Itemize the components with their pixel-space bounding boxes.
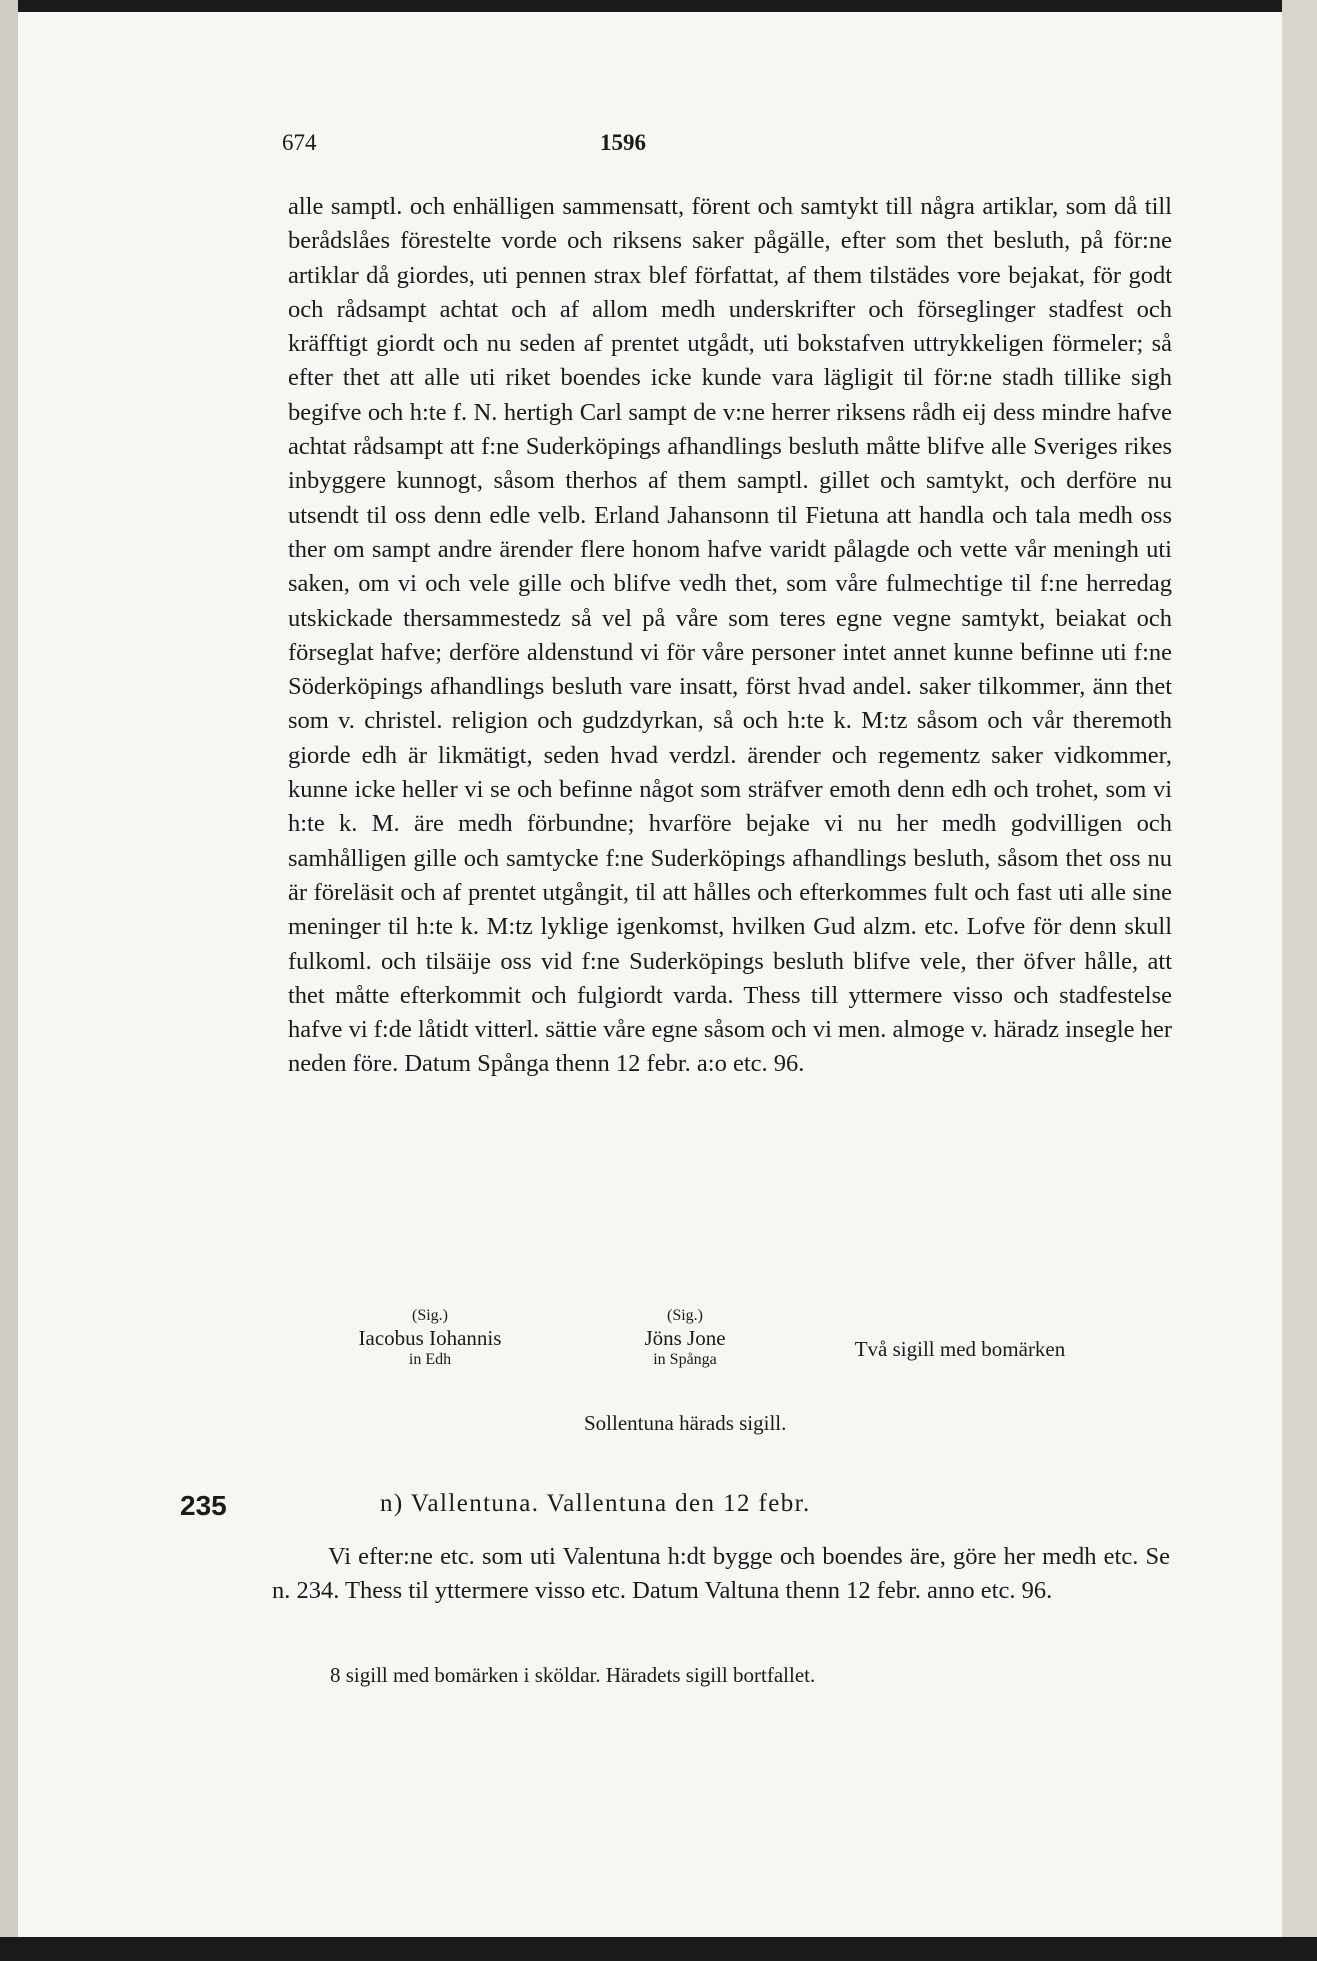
seal-tag: (Sig.) (412, 1307, 448, 1324)
seal-two-marks: Två sigill med bomärken (854, 1337, 1066, 1361)
section-number: 235 (180, 1490, 227, 1521)
scan-border-left (0, 0, 18, 1961)
seal-tag: (Sig.) (667, 1307, 703, 1324)
main-text: alle samptl. och enhälligen sammensatt, förent och samtykt till några artiklar, som då till berådslåes förestelte vorde och riksens saker pågälle, efter som thet besluth, på för:ne artiklar då giordes, uti pennen strax blef författat, af them tilstädes vore bejakat, för godt och rådsampt achtat och af allom medh underskrifter och förseglinger stadfest och kräfftigt giordt och nu seden af prentet utgådt, uti bokstafven uttrykkeligen förmeler; så efter thet att alle uti riket boendes icke kunde vara lägligit til för:ne stadh tillike sigh begifve och h:te f. N. hertigh Carl sampt de v:ne herrer riksens rådh eij dess mindre hafve achtat rådsampt att f:ne Suderköpings afhandlings besluth måtte blifve alle Sveriges rikes inbyggere kunnogt, såsom therhos af them samptl. gillet och samtykt, och derföre nu utsendt til oss denn edle velb. Erland Jahansonn til Fietuna att handla och tala medh oss ther om sampt andre ärender flere honom hafve varidt pålagde och vette vår meningh uti saken, om vi och vele gille och blifve vedh thet, som våre fulmechtige til f:ne herredag utskickade thersammestedz så vel på våre som teres egne vegne samtykt, beiakat och förseglat hafve; derföre aldenstund vi för våre personer intet annet kunne befinne uti f:ne Söderköpings afhandlings besluth vare insatt, först hvad andel. saker tilkommer, änn thet som v. christel. religion och gudzdyrkan, så och h:te k. M:tz såsom och vår theremoth giorde edh är likmätigt, seden hvad verdzl. ärender och regementz saker vidkommer, kunne icke heller vi se och befinne något som sträfver emoth denn edh och trohet, som vi h:te k. M. äre medh förbundne; hvarföre bejake vi nu her medh godvilligen och samhålligen gille och samtycke f:ne Suderköpings afhandlings besluth, såsom thet oss nu är föreläsit och af prentet utgångit, til att hålles och efterkommes fult och fast uti alle sine meninger til h:te k. M:tz lyklige igenkomst, hvilken Gud alzm. etc. Lofve för denn skull fulkoml. och tilsäije oss vid f:ne Suderköpings besluth blifve vele, ther öfver hålle, att thet måtte efterkommit och fulgiordt varda. Thess till yttermere visso och stadfestelse hafve vi f:de låtidt vitterl. sättie våre egne såsom och vi men. almoge v. häradz insegle her neden före. Datum Spånga thenn 12 febr. a:o etc. 96. (288, 193, 1172, 1078)
seal-place: in Spånga (653, 1351, 717, 1368)
seal-row (330, 1305, 1130, 1385)
scan-border-bottom (0, 1937, 1317, 1961)
hundred-seal-line: Sollentuna härads sigill. (584, 1411, 787, 1435)
seal-note: 8 sigill med bomärken i sköldar. Häradets sigill bortfallet. (330, 1663, 816, 1687)
section-heading: n) Vallentuna. Vallentuna den 12 febr. (380, 1490, 811, 1517)
running-header (282, 130, 982, 164)
seal-jons (590, 1305, 780, 1371)
section-text: Vi efter:ne etc. som uti Valentuna h:dt bygge och boendes äre, göre her medh etc. Se n. 234. Thess til yttermere visso etc. Datum Valtuna thenn 12 febr. anno etc. 96. (272, 1543, 1170, 1605)
seal-name: Iacobus Iohannis (358, 1326, 502, 1350)
seal-place: in Edh (408, 1351, 452, 1368)
seal-iacobus (330, 1305, 530, 1371)
scan-border-right (1282, 0, 1317, 1961)
scan-border-top (0, 0, 1317, 12)
header-year: 1596 (600, 130, 646, 155)
seal-name: Jöns Jone (644, 1326, 726, 1350)
page-number: 674 (282, 130, 317, 155)
